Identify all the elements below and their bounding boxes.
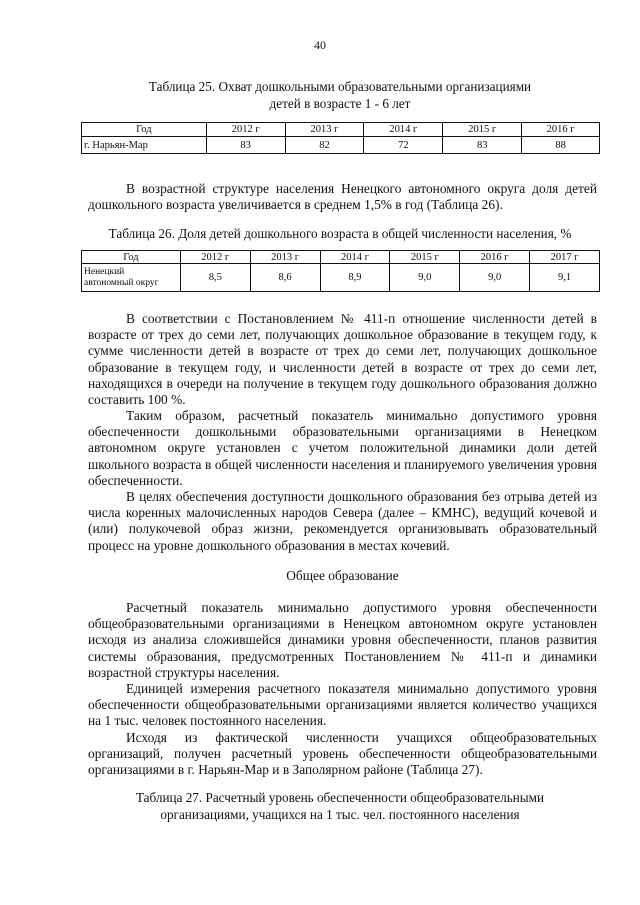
table26-cell: 9,0 bbox=[460, 264, 530, 292]
table26-row-label-line1: Ненецкий bbox=[84, 266, 125, 277]
table26-cell: 9,1 bbox=[530, 264, 600, 292]
table26-caption: Таблица 26. Доля детей дошкольного возраста в общей численности населения, % bbox=[108, 226, 572, 241]
table25-cell: 88 bbox=[522, 137, 600, 154]
table25-header-row bbox=[82, 123, 600, 137]
table26-cell: 8,6 bbox=[250, 264, 320, 292]
table26-header-cell: 2013 г bbox=[250, 251, 320, 264]
table26-cell: 9,0 bbox=[390, 264, 460, 292]
table26-row-label bbox=[82, 264, 181, 292]
table26-cell: 8,5 bbox=[180, 264, 250, 292]
table-row bbox=[82, 137, 600, 154]
page-number: 40 bbox=[314, 38, 326, 52]
table25-header-cell: 2013 г bbox=[285, 123, 364, 137]
paragraph-4 bbox=[88, 489, 597, 554]
table26-header-cell: 2017 г bbox=[530, 251, 600, 264]
table25-caption bbox=[80, 78, 600, 112]
paragraph-2-text: В соответствии с Постановлением № 411-п отношение численности детей в возрасте от трех до семи лет, получающих дошкольное образование в текущем году, к сумме численности детей в возрасте от трех до семи лет, получающих дошкольное образование в текущем году, и численности детей в возрасте от трех до семи лет, находящихся в очереди на получение в текущем году дошкольного образования должно составить 100 %. bbox=[88, 311, 597, 408]
paragraph-5-text: Расчетный показатель минимально допустимого уровня обеспеченности общеобразовательными организациями в Ненецком автономном округе установлен исходя из анализа сложившейся динамики уровня обеспеченности, планов развития системы образования, предусмотренных Постановлением № 411-п и динамики возрастной структуры населения. bbox=[88, 600, 597, 680]
table-row bbox=[82, 264, 600, 292]
paragraph-5 bbox=[88, 600, 597, 681]
table25-header-cell: 2015 г bbox=[443, 123, 522, 137]
paragraph-4-text: В целях обеспечения доступности дошкольного образования без отрыва детей из числа коренных малочисленных народов Севера (далее – КМНС), ведущий кочевой и (или) полукочевой образ жизни, рекомендуется организовывать образовательный процесс на уровне дошкольного образования в местах кочевий. bbox=[88, 489, 597, 553]
table26-header-cell: Год bbox=[82, 251, 181, 264]
paragraph-6-text: Единицей измерения расчетного показателя минимально допустимого уровня обеспеченности общеобразовательными организациями является количество учащихся на 1 тыс. человек постоянного населения. bbox=[88, 681, 597, 729]
table25-cell: 83 bbox=[443, 137, 522, 154]
table27-caption-line1: Таблица 27. Расчетный уровень обеспеченности общеобразовательными bbox=[135, 790, 545, 805]
table26-header-cell: 2016 г bbox=[460, 251, 530, 264]
table25-header-cell: 2014 г bbox=[364, 123, 443, 137]
table25-cell: 83 bbox=[206, 137, 285, 154]
table27-caption-line2: организациями, учащихся на 1 тыс. чел. постоянного населения bbox=[160, 807, 520, 822]
paragraph-2 bbox=[88, 311, 597, 408]
table25-row-label: г. Нарьян-Мар bbox=[82, 137, 207, 154]
table25 bbox=[81, 122, 600, 154]
table26-header-cell: 2014 г bbox=[320, 251, 390, 264]
table26-row-label-line2: автономный округ bbox=[84, 277, 159, 288]
table26-header-cell: 2012 г bbox=[180, 251, 250, 264]
table25-cell: 82 bbox=[285, 137, 364, 154]
table25-header-cell: 2012 г bbox=[206, 123, 285, 137]
paragraph-6 bbox=[88, 681, 597, 730]
table25-header-cell: Год bbox=[82, 123, 207, 137]
table25-cell: 72 bbox=[364, 137, 443, 154]
paragraph-3 bbox=[88, 408, 597, 489]
table26-header-row bbox=[82, 251, 600, 264]
table26 bbox=[81, 250, 600, 292]
table25-header-cell: 2016 г bbox=[522, 123, 600, 137]
paragraph-1 bbox=[88, 181, 597, 213]
paragraph-3-text: Таким образом, расчетный показатель минимально допустимого уровня обеспеченности дошкольными образовательными организациями в Ненецком автономном округе установлен с учетом положительной динамики доли детей школьного возраста в общей численности населения и планируемого увеличения уровня обеспеченности. bbox=[88, 408, 597, 488]
paragraph-7-text: Исходя из фактической численности учащихся общеобразовательных организаций, получен расчетный уровень обеспеченности общеобразовательными организациями в г. Нарьян-Мар и в Заполярном районе (Таблица 27). bbox=[88, 730, 597, 778]
paragraph-1-text: В возрастной структуре населения Ненецкого автономного округа доля детей дошкольного возраста увеличивается в среднем 1,5% в год (Таблица 26). bbox=[88, 181, 597, 213]
table25-caption-line2: детей в возрасте 1 - 6 лет bbox=[269, 96, 411, 111]
table25-caption-line1: Таблица 25. Охват дошкольными образовательными организациями bbox=[148, 79, 532, 94]
table26-cell: 8,9 bbox=[320, 264, 390, 292]
section-heading: Общее образование bbox=[286, 568, 399, 583]
paragraph-7 bbox=[88, 730, 597, 779]
table26-header-cell: 2015 г bbox=[390, 251, 460, 264]
table27-caption bbox=[80, 789, 600, 823]
